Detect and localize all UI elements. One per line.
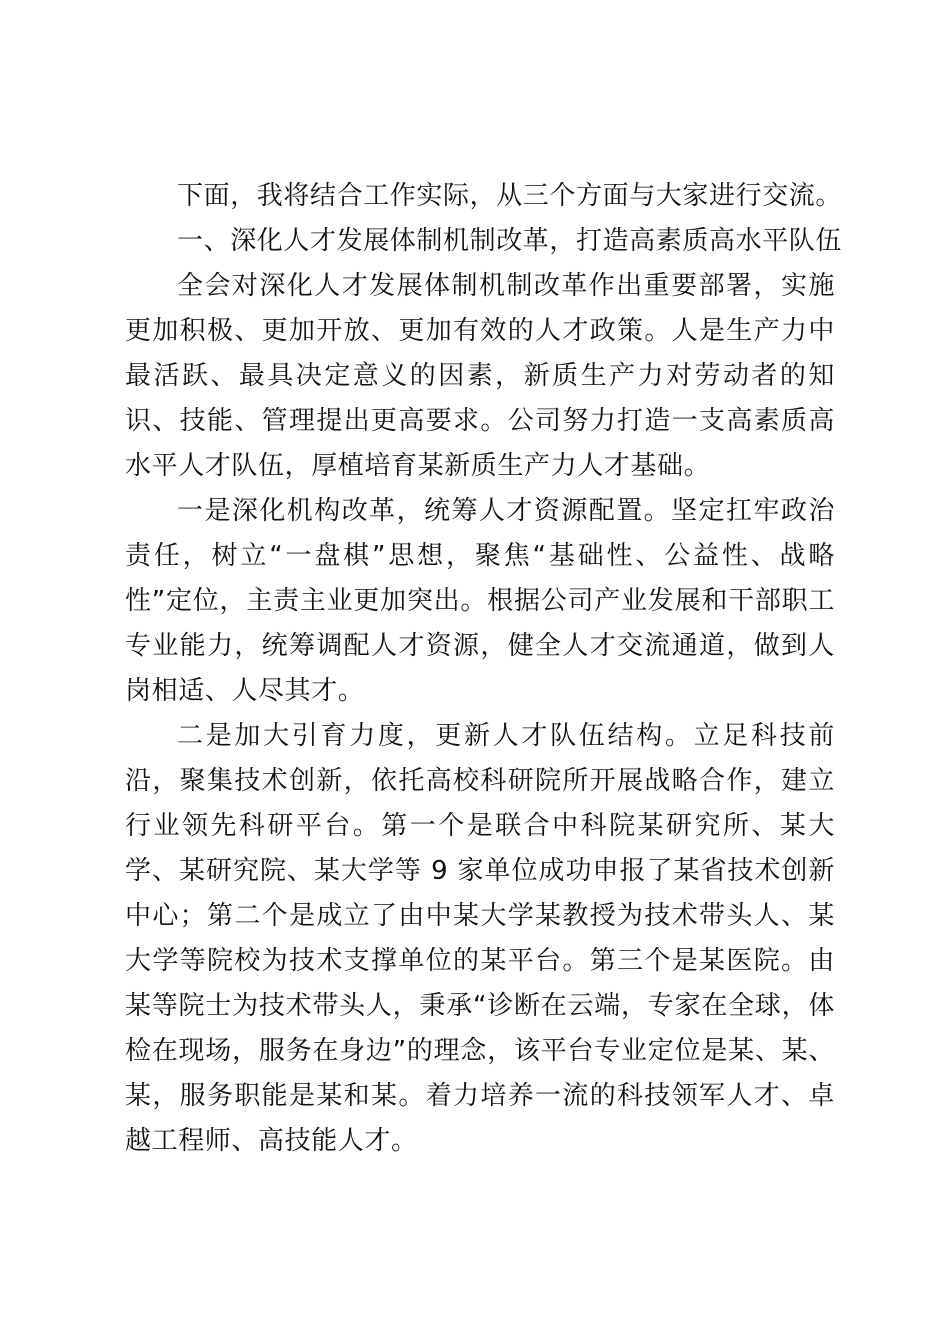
body-paragraph: 一是深化机构改革，统筹人才资源配置。坚定扛牢政治责任，树立“一盘棋”思想，聚焦“基础性、公益性、战略性”定位，主责主业更加突出。根据公司产业发展和干部职工专业能力，统筹调配人才资源，健全人才交流通道，做到人岗相适、人尽其才。	[125, 496, 835, 706]
document-body	[125, 174, 843, 1164]
body-paragraph: 二是加大引育力度，更新人才队伍结构。立足科技前沿，聚集技术创新，依托高校科研院所开展战略合作，建立行业领先科研平台。第一个是联合中科院某研究所、某大学、某研究院、某大学等 9 家单位成功申报了某省技术创新中心；第二个是成立了由中某大学某教授为技术带头人、某大学等院校为技术支撑单位的某平台。第三个是某医院。由某等院士为技术带头人，秉承“诊断在云端，专家在全球，体检在现场，服务在身边”的理念，该平台专业定位是某、某、某，服务职能是某和某。着力培养一流的科技领军人才、卓越工程师、高技能人才。	[125, 721, 835, 1156]
body-paragraph: 全会对深化人才发展体制机制改革作出重要部署，实施更加积极、更加开放、更加有效的人才政策。人是生产力中最活跃、最具决定意义的因素，新质生产力对劳动者的知识、技能、管理提出更高要求。公司努力打造一支高素质高水平人才队伍，厚植培育某新质生产力人才基础。	[125, 271, 835, 481]
intro-paragraph: 下面，我将结合工作实际，从三个方面与大家进行交流。	[177, 181, 843, 211]
section-heading: 一、深化人才发展体制机制改革，打造高素质高水平队伍	[177, 226, 843, 256]
